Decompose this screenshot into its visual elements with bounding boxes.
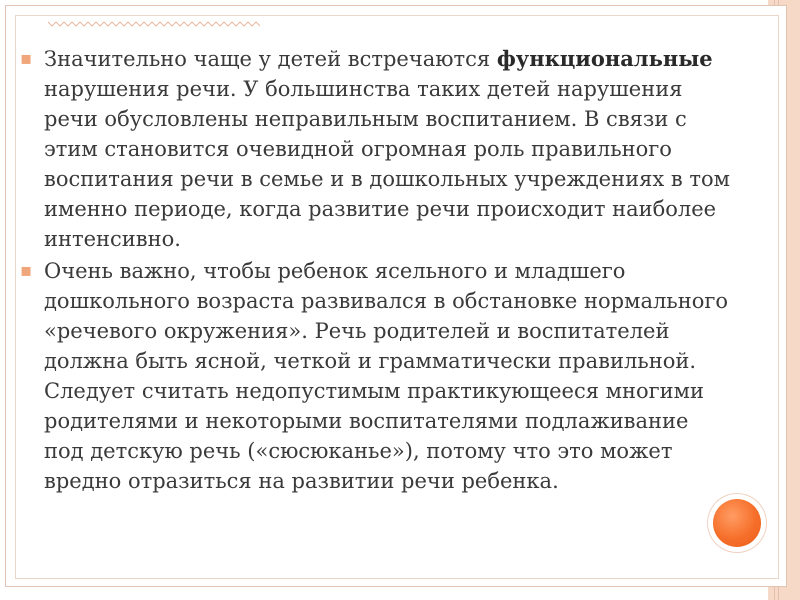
orange-circle-decoration: [713, 499, 761, 547]
slide-body: [20, 44, 730, 498]
paragraph-2-text: Очень важно, чтобы ребенок ясельного и младшего дошкольного возраста развивался в обстановке нормального «речевого окружения». Речь родителей и воспитателей должна быть ясной, четкой и грамматически правильной. Следует считать недопустимым практикующееся многими родителями и некоторыми воспитателями подлаживание под детскую речь («сюсюканье»), потому что это может вредно отразиться на развитии речи ребенка.: [44, 259, 729, 493]
bullet-item-2: [20, 256, 730, 496]
paragraph-1-bold: функциональные: [496, 46, 713, 71]
paragraph-1-end: нарушения речи. У большинства таких детей нарушения речи обусловлены неправильным воспитанием. В связи с этим становится очевидной огромная роль правильного воспитания речи в семье и в дошкольных учреждениях в том именно периоде, когда развитие речи происходит наиболее интенсивно.: [44, 77, 730, 251]
zigzag-ornament: [48, 20, 260, 28]
bullet-icon: ▪: [20, 48, 33, 69]
bullet-icon: ▪: [20, 260, 33, 281]
paragraph-1-start: Значительно чаще у детей встречаются: [44, 47, 497, 71]
bullet-item-1: [20, 44, 730, 254]
